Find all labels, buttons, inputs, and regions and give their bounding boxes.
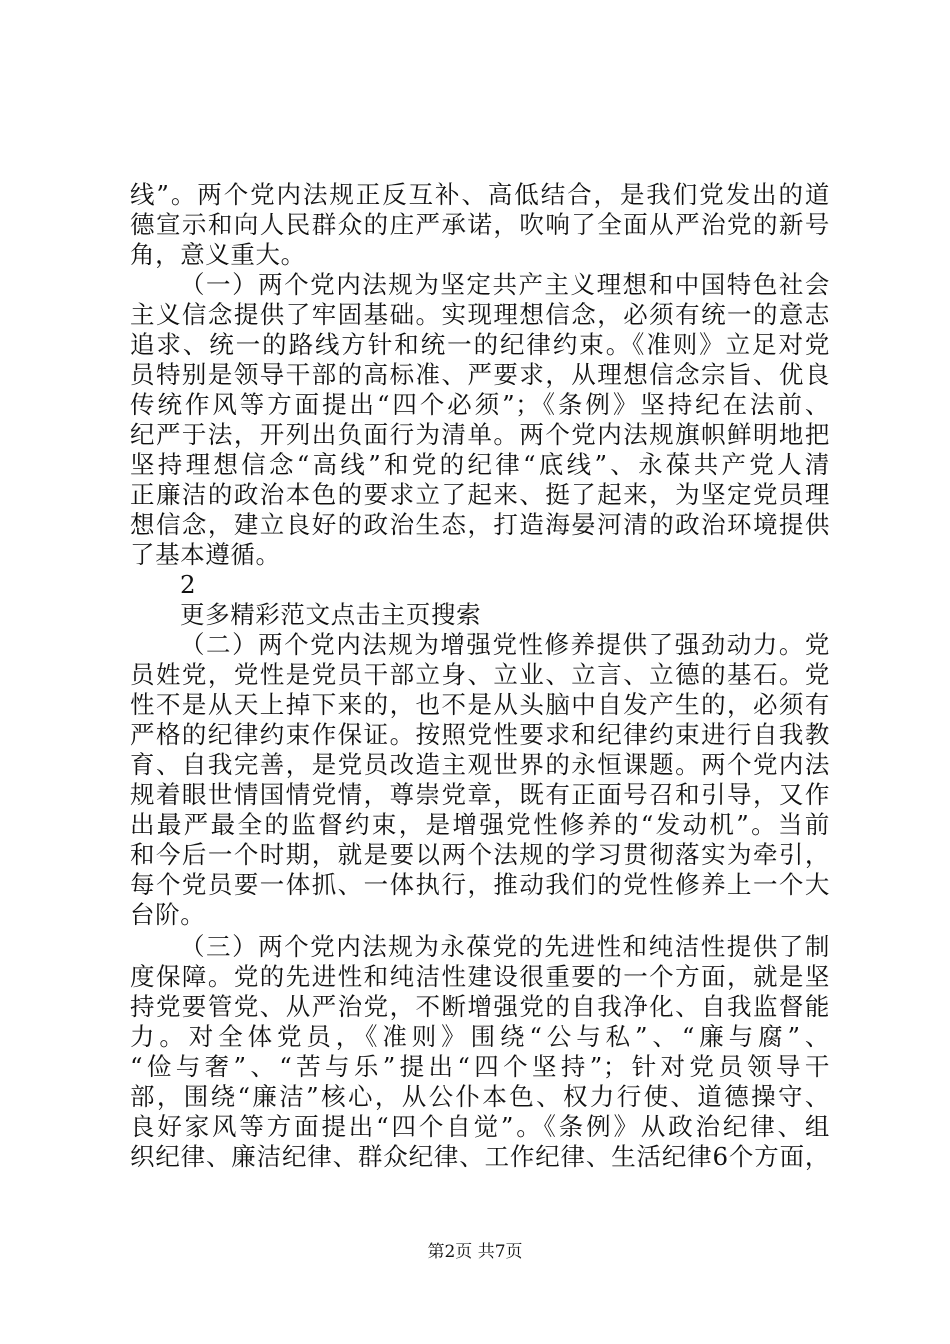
inline-page-number: 2 (180, 570, 197, 599)
body-text-line: 了基本遵循。 (130, 540, 281, 569)
section-two-first-line: （二）两个党内法规为增强党性修养提供了强劲动力。党 (180, 630, 830, 659)
body-text-line: 坚持理想信念“高线”和党的纪律“底线”、永葆共产党人清 (130, 450, 830, 479)
body-text-line: 线”。两个党内法规正反互补、高低结合，是我们党发出的道 (130, 180, 830, 209)
body-text-line: 每个党员要一体抓、一体执行，推动我们的党性修养上一个大 (130, 870, 830, 899)
body-text-line: 追求、统一的路线方针和统一的纪律约束。《准则》立足对党 (130, 330, 830, 359)
section-one-first-line: （一）两个党内法规为坚定共产主义理想和中国特色社会 (180, 270, 830, 299)
body-text-line: 规着眼世情国情党情，尊崇党章，既有正面号召和引导，又作 (130, 780, 830, 809)
body-text-line: 员特别是领导干部的高标准、严要求，从理想信念宗旨、优良 (130, 360, 830, 389)
body-text-line: 传统作风等方面提出“四个必须”；《条例》坚持纪在法前、 (130, 390, 830, 419)
body-text-line: 持党要管党、从严治党，不断增强党的自我净化、自我监督能 (130, 992, 830, 1021)
body-text-line: 出最严最全的监督约束，是增强党性修养的“发动机”。当前 (130, 810, 830, 839)
body-text-line: 和今后一个时期，就是要以两个法规的学习贯彻落实为牵引， (130, 840, 830, 869)
body-text-line: 良好家风等方面提出“四个自觉”。《条例》从政治纪律、组 (130, 1112, 830, 1141)
body-text-line: 主义信念提供了牢固基础。实现理想信念，必须有统一的意志 (130, 300, 830, 329)
page-footer: 第2页 共7页 (427, 1242, 523, 1262)
body-text-line: 力。对全体党员，《准则》围绕“公与私”、“廉与腐”、 (130, 1022, 830, 1051)
body-text-line: 台阶。 (130, 900, 206, 929)
body-text-line: 织纪律、廉洁纪律、群众纪律、工作纪律、生活纪律6个方面， (130, 1142, 830, 1171)
body-text-line: 育、自我完善，是党员改造主观世界的永恒课题。两个党内法 (130, 750, 830, 779)
body-text-line: 严格的纪律约束作保证。按照党性要求和纪律约束进行自我教 (130, 720, 830, 749)
section-three-first-line: （三）两个党内法规为永葆党的先进性和纯洁性提供了制 (180, 932, 830, 961)
more-articles-note: 更多精彩范文点击主页搜索 (180, 600, 482, 629)
body-text-line: 部，围绕“廉洁”核心，从公仆本色、权力行使、道德操守、 (130, 1082, 830, 1111)
body-text-line: 性不是从天上掉下来的，也不是从头脑中自发产生的，必须有 (130, 690, 830, 719)
body-text-line: 度保障。党的先进性和纯洁性建设很重要的一个方面，就是坚 (130, 962, 830, 991)
body-text-line: 正廉洁的政治本色的要求立了起来、挺了起来，为坚定党员理 (130, 480, 830, 509)
body-text-line: “俭与奢”、“苦与乐”提出“四个坚持”；针对党员领导干 (130, 1052, 830, 1081)
body-text-line: 想信念，建立良好的政治生态，打造海晏河清的政治环境提供 (130, 510, 830, 539)
body-text-line: 纪严于法，开列出负面行为清单。两个党内法规旗帜鲜明地把 (130, 420, 830, 449)
body-text-line: 角，意义重大。 (130, 240, 306, 269)
body-text-line: 德宣示和向人民群众的庄严承诺，吹响了全面从严治党的新号 (130, 210, 830, 239)
body-text-line: 员姓党，党性是党员干部立身、立业、立言、立德的基石。党 (130, 660, 830, 689)
